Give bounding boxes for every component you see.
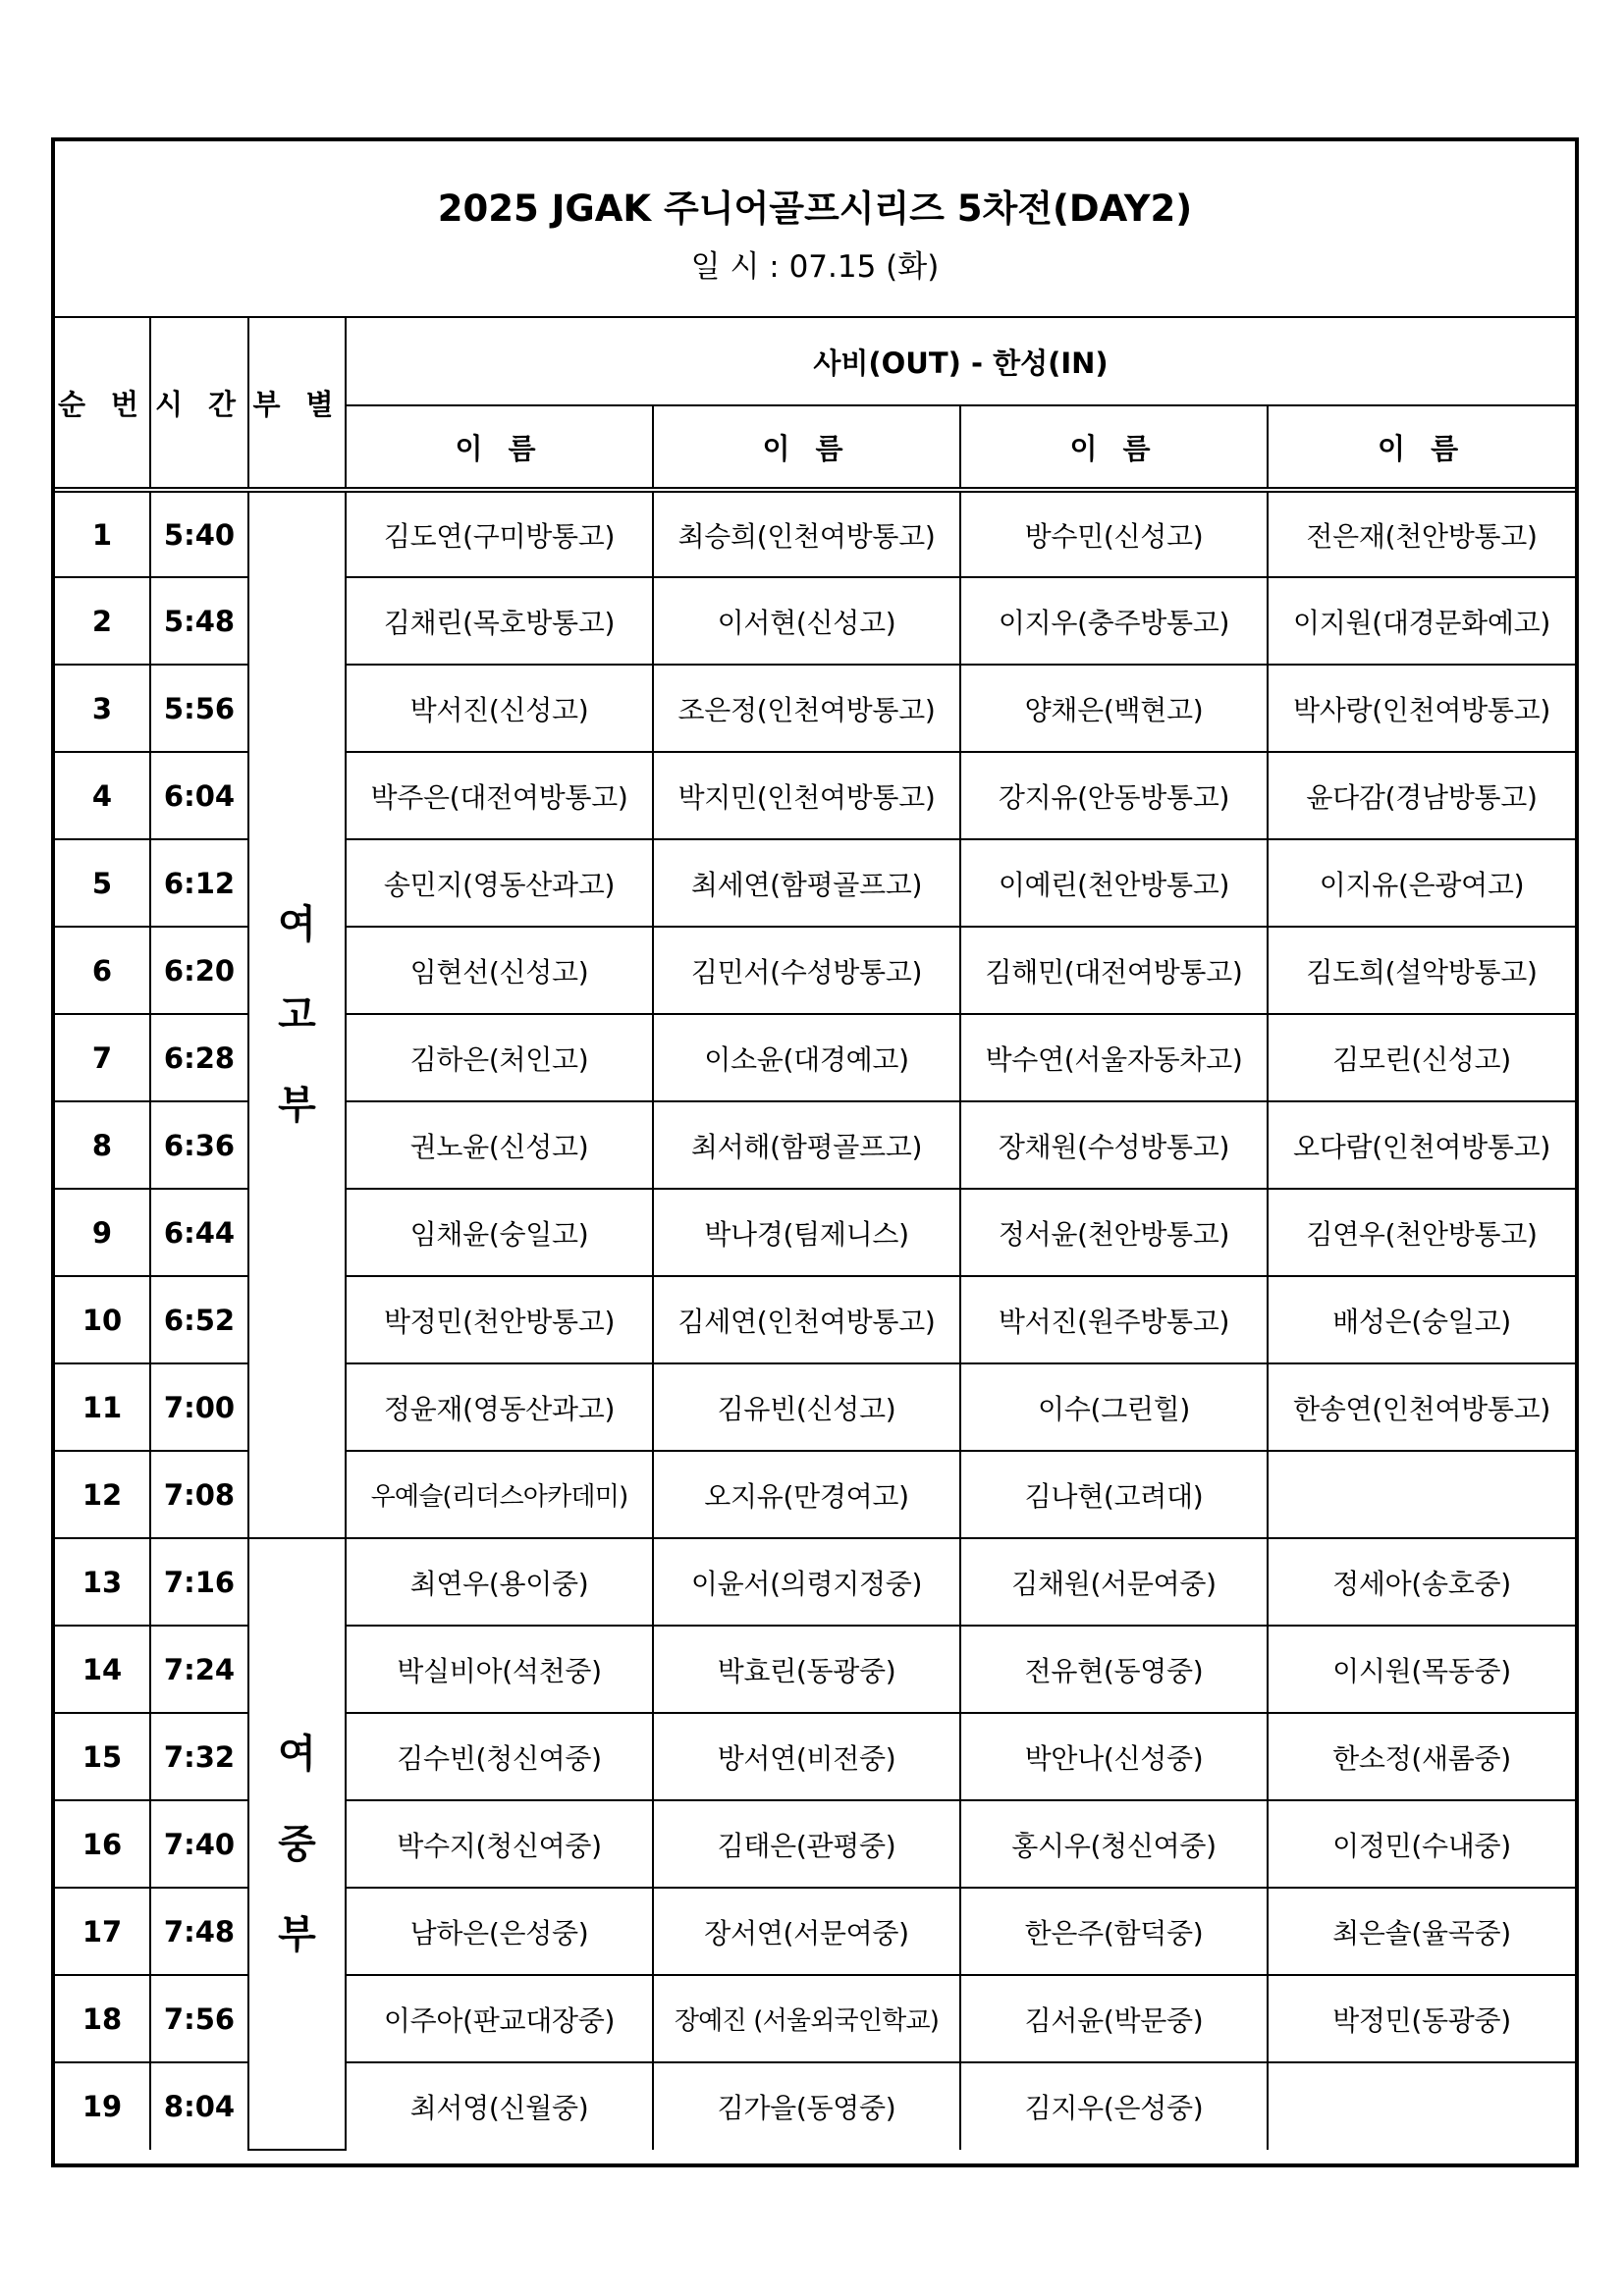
player-name: 이수(그린힐) (960, 1363, 1268, 1451)
player-name: 배성은(숭일고) (1268, 1276, 1575, 1363)
tee-time: 7:56 (150, 1975, 248, 2062)
tee-time-sheet (51, 137, 1579, 2167)
player-name: 김채원(서문여중) (960, 1538, 1268, 1626)
player-name: 양채은(백현고) (960, 665, 1268, 752)
player-name: 전은재(천안방통고) (1268, 490, 1575, 577)
player-name: 이지우(충주방통고) (960, 577, 1268, 665)
tee-time: 7:08 (150, 1451, 248, 1538)
division-char: 고 (278, 992, 316, 1038)
tee-time: 7:48 (150, 1888, 248, 1975)
tee-time: 6:28 (150, 1014, 248, 1101)
order-number: 17 (55, 1888, 150, 1975)
player-name: 김도연(구미방통고) (346, 490, 653, 577)
player-name: 박수연(서울자동차고) (960, 1014, 1268, 1101)
title-block (55, 141, 1575, 318)
order-number: 10 (55, 1276, 150, 1363)
tee-time: 5:48 (150, 577, 248, 665)
player-name: 전유현(동영중) (960, 1626, 1268, 1713)
division-char: 부 (278, 1083, 316, 1128)
player-name: 김유빈(신성고) (653, 1363, 960, 1451)
name-header: 이 름 (653, 405, 960, 490)
player-name: 박수지(청신여중) (346, 1800, 653, 1888)
player-name: 김민서(수성방통고) (653, 927, 960, 1014)
player-name (1268, 2062, 1575, 2150)
player-name: 이지원(대경문화예고) (1268, 577, 1575, 665)
tee-time: 8:04 (150, 2062, 248, 2150)
player-name: 권노윤(신성고) (346, 1101, 653, 1189)
order-number: 18 (55, 1975, 150, 2062)
order-number: 19 (55, 2062, 150, 2150)
tee-time: 6:04 (150, 752, 248, 839)
player-name: 정윤재(영동산과고) (346, 1363, 653, 1451)
tee-time: 7:24 (150, 1626, 248, 1713)
division-label (248, 490, 346, 1538)
division-char: 중 (278, 1821, 316, 1867)
player-name: 임채윤(숭일고) (346, 1189, 653, 1276)
player-name: 윤다감(경남방통고) (1268, 752, 1575, 839)
order-header: 순 번 (55, 318, 150, 490)
division-char: 여 (278, 902, 316, 947)
player-name: 김가을(동영중) (653, 2062, 960, 2150)
player-name: 최승희(인천여방통고) (653, 490, 960, 577)
document-title: 2025 JGAK 주니어골프시리즈 5차전(DAY2) (437, 187, 1193, 230)
player-name: 박나경(팀제니스) (653, 1189, 960, 1276)
order-number: 11 (55, 1363, 150, 1451)
order-number: 7 (55, 1014, 150, 1101)
division-header: 부 별 (248, 318, 346, 490)
table-row (55, 490, 1575, 577)
order-number: 2 (55, 577, 150, 665)
player-name: 최서영(신월중) (346, 2062, 653, 2150)
player-name: 김나현(고려대) (960, 1451, 1268, 1538)
date-line: 일 시 : 07.15 (화) (690, 249, 940, 285)
tee-time: 6:12 (150, 839, 248, 927)
tee-time: 6:36 (150, 1101, 248, 1189)
tee-time: 6:20 (150, 927, 248, 1014)
name-header: 이 름 (1268, 405, 1575, 490)
player-name: 강지유(안동방통고) (960, 752, 1268, 839)
division-char: 부 (278, 1911, 316, 1957)
player-name: 박안나(신성중) (960, 1713, 1268, 1800)
player-name: 박지민(인천여방통고) (653, 752, 960, 839)
tee-time: 5:40 (150, 490, 248, 577)
tee-time: 7:00 (150, 1363, 248, 1451)
player-name: 김채린(목호방통고) (346, 577, 653, 665)
tee-time: 6:52 (150, 1276, 248, 1363)
tee-time-table (55, 318, 1575, 2151)
player-name: 최서해(함평골프고) (653, 1101, 960, 1189)
division-char: 여 (278, 1731, 316, 1777)
player-name: 김모린(신성고) (1268, 1014, 1575, 1101)
player-name: 이정민(수내중) (1268, 1800, 1575, 1888)
player-name: 박서진(원주방통고) (960, 1276, 1268, 1363)
player-name: 한은주(함덕중) (960, 1888, 1268, 1975)
player-name: 박정민(동광중) (1268, 1975, 1575, 2062)
player-name: 최연우(용이중) (346, 1538, 653, 1626)
player-name: 장채원(수성방통고) (960, 1101, 1268, 1189)
player-name: 박실비아(석천중) (346, 1626, 653, 1713)
tee-time: 7:16 (150, 1538, 248, 1626)
player-name: 이소윤(대경예고) (653, 1014, 960, 1101)
course-header: 사비(OUT) - 한성(IN) (346, 318, 1575, 405)
player-name: 이서현(신성고) (653, 577, 960, 665)
order-number: 4 (55, 752, 150, 839)
order-number: 9 (55, 1189, 150, 1276)
player-name: 이윤서(의령지정중) (653, 1538, 960, 1626)
player-name: 송민지(영동산과고) (346, 839, 653, 927)
player-name: 박효린(동광중) (653, 1626, 960, 1713)
player-name: 임현선(신성고) (346, 927, 653, 1014)
tee-time: 5:56 (150, 665, 248, 752)
order-number: 12 (55, 1451, 150, 1538)
order-number: 8 (55, 1101, 150, 1189)
player-name: 오지유(만경여고) (653, 1451, 960, 1538)
player-name: 박사랑(인천여방통고) (1268, 665, 1575, 752)
player-name: 박정민(천안방통고) (346, 1276, 653, 1363)
player-name: 김해민(대전여방통고) (960, 927, 1268, 1014)
player-name: 방서연(비전중) (653, 1713, 960, 1800)
player-name: 오다람(인천여방통고) (1268, 1101, 1575, 1189)
player-name: 김서윤(박문중) (960, 1975, 1268, 2062)
player-name: 이시원(목동중) (1268, 1626, 1575, 1713)
player-name: 한소정(새롬중) (1268, 1713, 1575, 1800)
name-header: 이 름 (346, 405, 653, 490)
order-number: 1 (55, 490, 150, 577)
player-name: 이예린(천안방통고) (960, 839, 1268, 927)
player-name: 조은정(인천여방통고) (653, 665, 960, 752)
order-number: 14 (55, 1626, 150, 1713)
player-name: 김하은(처인고) (346, 1014, 653, 1101)
player-name: 김수빈(청신여중) (346, 1713, 653, 1800)
player-name: 우예슬(리더스아카데미) (346, 1451, 653, 1538)
tee-time: 7:32 (150, 1713, 248, 1800)
player-name: 한송연(인천여방통고) (1268, 1363, 1575, 1451)
table-row (55, 1538, 1575, 1626)
player-name: 김지우(은성중) (960, 2062, 1268, 2150)
player-name: 김도희(설악방통고) (1268, 927, 1575, 1014)
order-number: 3 (55, 665, 150, 752)
player-name: 최은솔(율곡중) (1268, 1888, 1575, 1975)
order-number: 16 (55, 1800, 150, 1888)
player-name (1268, 1451, 1575, 1538)
order-number: 15 (55, 1713, 150, 1800)
player-name: 이지유(은광여고) (1268, 839, 1575, 927)
player-name: 이주아(판교대장중) (346, 1975, 653, 2062)
player-name: 최세연(함평골프고) (653, 839, 960, 927)
player-name: 김태은(관평중) (653, 1800, 960, 1888)
order-number: 5 (55, 839, 150, 927)
player-name: 박서진(신성고) (346, 665, 653, 752)
player-name: 홍시우(청신여중) (960, 1800, 1268, 1888)
tee-time: 7:40 (150, 1800, 248, 1888)
player-name: 박주은(대전여방통고) (346, 752, 653, 839)
order-number: 6 (55, 927, 150, 1014)
time-header: 시 간 (150, 318, 248, 490)
player-name: 장예진 (서울외국인학교) (653, 1975, 960, 2062)
player-name: 김연우(천안방통고) (1268, 1189, 1575, 1276)
tee-time: 6:44 (150, 1189, 248, 1276)
player-name: 장서연(서문여중) (653, 1888, 960, 1975)
player-name: 정세아(송호중) (1268, 1538, 1575, 1626)
name-header: 이 름 (960, 405, 1268, 490)
player-name: 남하은(은성중) (346, 1888, 653, 1975)
division-label (248, 1538, 346, 2150)
player-name: 정서윤(천안방통고) (960, 1189, 1268, 1276)
player-name: 방수민(신성고) (960, 490, 1268, 577)
order-number: 13 (55, 1538, 150, 1626)
player-name: 김세연(인천여방통고) (653, 1276, 960, 1363)
